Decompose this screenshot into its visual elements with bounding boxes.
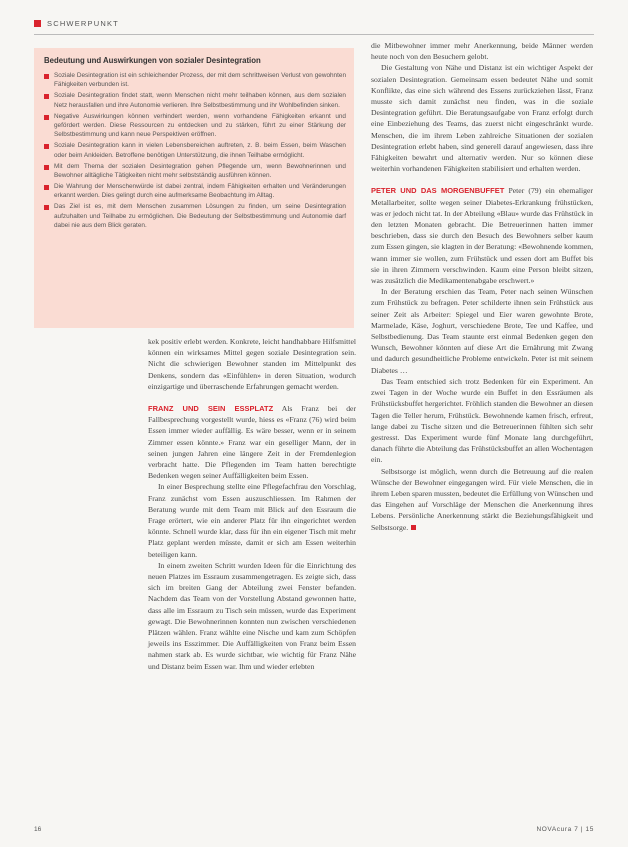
page-number: 16 bbox=[34, 826, 42, 833]
paragraph: In der Beratung erschien das Team, Peter nach seinen Wünschen zum Frühstück zu befragen. Peter schilderte ihnen sein Frühstück aus seiner Zeit als Arbeiter: Spiegel und Eier waren gewohnte Brote, Marmelade, Käse, Joghurt, verschiedene Brote, Tee und Kaffee, und Selbstbedienung. Das Team staunte erst einmal Bedenken gegen den Wunsch, Bewohner könnten auf diese Art die Ernährung mit Zwang und dadurch gesundheitliche Probleme entwickeln. Peter ist mit seinem Diabetes … bbox=[371, 287, 593, 375]
paragraph: Das Team entschied sich trotz Bedenken für ein Experiment. An zwei Tagen in der Woche wurde ein Buffet in den Essräumen als Frühstücksbuffet hergerichtet. Fröhlich standen die Bewohner an diesen Tagen die Teller herum, Frühstück. Bewohnende kamen frisch, erfreut, lange dabei zu Tische sitzen und die Betreuerinnen fühlten sich sehr gestresst. Das Experiment wurde fünf Monate lang durchgeführt, danach führte die Abteilung das Frühstücksbuffet an allen Wochentagen ein. bbox=[371, 376, 593, 465]
section-label: SCHWERPUNKT bbox=[47, 19, 119, 28]
header-rule bbox=[34, 34, 594, 35]
section-marker-icon bbox=[34, 20, 41, 27]
list-item: Soziale Desintegration kann in vielen Lebensbereichen auftreten, z. B. beim Essen, beim Waschen oder beim Ankleiden. Betroffene benötigen Unterstützung, die ihnen Teilhabe ermöglicht. bbox=[44, 141, 346, 160]
paragraph: FRANZ UND SEIN ESSPLATZ Als Franz bei der Fallbesprechung vorgestellt wurde, hiess es «Franz (76) wird beim Essen immer wieder auffällig. Es wäre besser, wenn er in seinem Zimmer essen könnte.» Franz war ein geselliger Mann, der in seinen jungen Jahren eine längere Zeit in der Fremdenlegion verbracht hatte. Die Pflegenden im Team hatten berechtigte Bedenken wegen seiner Auffälligkeiten beim Essen. bbox=[148, 404, 357, 481]
subheading: PETER UND DAS MORGENBUFFET bbox=[371, 186, 505, 196]
info-box-list bbox=[44, 71, 346, 231]
info-box bbox=[34, 48, 354, 328]
subheading: FRANZ UND SEIN ESSPLATZ bbox=[148, 404, 274, 414]
issue-label: NOVAcura 7 | 15 bbox=[536, 826, 594, 833]
paragraph: Die Gestaltung von Nähe und Distanz ist ein wichtiger Aspekt der sozialen Desintegration. Gemeinsam essen bedeutet Nähe und somit Konflikte, das eine sich während des Essens zurückziehen lässt, Franz musste sich damit zunächst neu finden, was in die soziale Desintegration geführt. Die Beratungsaufgabe von Franz erfolgt durch eine Einbeziehung des Teams, das zuerst nicht eingeschränkt wurde. Menschen, die im ihrem Leben zahlreiche Situationen der sozialen Desintegration erlebt haben, sind generell darauf angewiesen, dass ihre Fähigkeiten bewahrt und alternativ werden. Nur so können diese weiterhin vorhandenen Fähigkeiten stabilisiert und erhalten werden. bbox=[371, 63, 593, 174]
section-header bbox=[34, 19, 119, 28]
list-item: Mit dem Thema der sozialen Desintegration gehen Pflegende um, wenn Bewohnerinnen und Bewohner alltägliche Tätigkeiten nicht mehr selbstständig ausführen können. bbox=[44, 162, 346, 181]
bullet-icon bbox=[44, 115, 49, 120]
article-column-left bbox=[148, 336, 356, 672]
article-column-right bbox=[371, 40, 593, 533]
list-item: Soziale Desintegration findet statt, wenn Menschen nicht mehr teilhaben können, aus dem sozialen Netz herausfallen und ihre Autonomie verlieren. Ihre Selbstbestimmung und ihr Wohlbefinden sinken. bbox=[44, 91, 346, 110]
list-item: Soziale Desintegration ist ein schleichender Prozess, der mit dem schrittweisen Verlust von gewohnten Fähigkeiten verbunden ist. bbox=[44, 71, 346, 90]
bullet-icon bbox=[44, 185, 49, 190]
paragraph: PETER UND DAS MORGENBUFFET Peter (79) ein ehemaliger Metallarbeiter, sollte wegen seiner Diabetes-Erkrankung frühstücken, was er jedoch nicht tat. In der Abteilung «Blau» wurde das Frühstück in den letzten Monaten gebracht. Die Betreuerinnen hatten immer beschrieben, dass sie durch den Besuch des Bewohners selber kaum zum Essen gingen, sie klagten in der Beratung: «Bewohnende kommen, wann immer sie wollen, zum Frühstück und essen dort am Buffet bis sie in ihren Zimmern verschwinden. Kaum eine Person bleibt sitzen, was zusätzlich die Medikamentenabgabe erschwert.» bbox=[371, 186, 593, 286]
paragraph: Selbstsorge ist möglich, wenn durch die Betreuung auf die realen Wünsche der Bewohner eingegangen wird. Für viele Menschen, die in ihrem Leben sparen mussten, bedeutet die Erfüllung von Wünschen und das Eingehen auf Vorschläge der Menschen die Anerkennung ihres Lebens. Persönliche Anerkennung stärkt die Beziehungsfähigkeit und Selbstsorge. bbox=[371, 466, 593, 532]
end-mark-icon bbox=[411, 525, 416, 530]
list-item: Negative Auswirkungen können verhindert werden, wenn vorhandene Fähigkeiten erkannt und gefördert werden. Diese Ressourcen zu entdecken und zu stärken, führt zu einer Stärkung der Selbstbestimmung und kann neue Perspektiven eröffnen. bbox=[44, 112, 346, 140]
paragraph: In einem zweiten Schritt wurden Ideen für die Einrichtung des neuen Platzes im Essraum zusammengetragen. Es zeigte sich, dass sich im breiten Gang der Abteilung zwei Fenster befanden. Nachdem das Team von der Vorstellung Abstand gewonnen hatte, dass alle im Essraum zu Tisch sein müssen, wurde das Experiment gewagt. Die Bewohnerinnen konnten nun zwischen verschiedenen Plätzen wählen. Franz wählte eine Nische und kam zum Schöpfen jeweils ins Esszimmer. Die Auffälligkeiten von Franz beim Essen nahmen stark ab. Es wurde sichtbar, wie wichtig für Franz Nähe und Distanz beim Essen war. Ihm und wieder erlebten bbox=[148, 560, 356, 671]
bullet-icon bbox=[44, 205, 49, 210]
bullet-icon bbox=[44, 165, 49, 170]
info-box-title: Bedeutung und Auswirkungen von sozialer Desintegration bbox=[44, 56, 261, 65]
bullet-icon bbox=[44, 74, 49, 79]
list-item: Die Wahrung der Menschenwürde ist dabei zentral, indem Fähigkeiten erhalten und Veränderungen erkannt werden. Dies gelingt durch eine aufmerksame Beobachtung im Alltag. bbox=[44, 182, 346, 201]
paragraph: kek positiv erlebt werden. Konkrete, leicht handhabbare Hilfsmittel können ein wirksames Mittel gegen soziale Desintegration sein. Nicht die schwierigen Bewohner standen im Mittelpunkt des Denkens, sondern das «Einfühlen» in deren Situation, wodurch einzigartige und überraschende Erfahrungen gemacht werden. bbox=[148, 337, 356, 391]
bullet-icon bbox=[44, 94, 49, 99]
list-item: Das Ziel ist es, mit dem Menschen zusammen Lösungen zu finden, um seine Desintegration aufzuhalten und Teilhabe zu ermöglichen. Die Bedeutung der Selbstbestimmung und Autonomie darf dabei nie aus dem Blick geraten. bbox=[44, 202, 346, 230]
paragraph: In einer Besprechung stellte eine Pflegefachfrau den Vorschlag, Franz zunächst vom Essen auszuschliessen. Im Rahmen der Beratung wurde mit dem Team mit Blick auf den Essraum die Frage erörtert, wie ein anderer Platz für ihn eingerichtet werden könnte. Schnell wurde klar, dass für ihn ein eigener Tisch mit mehr Platz geplant werden müsste, damit er sich am Essen weiterhin beteiligen kann. bbox=[148, 482, 356, 559]
paragraph: die Mitbewohner immer mehr Anerkennung, beide Männer werden heute noch von den Besuchern gelobt. bbox=[371, 41, 593, 62]
bullet-icon bbox=[44, 144, 49, 149]
